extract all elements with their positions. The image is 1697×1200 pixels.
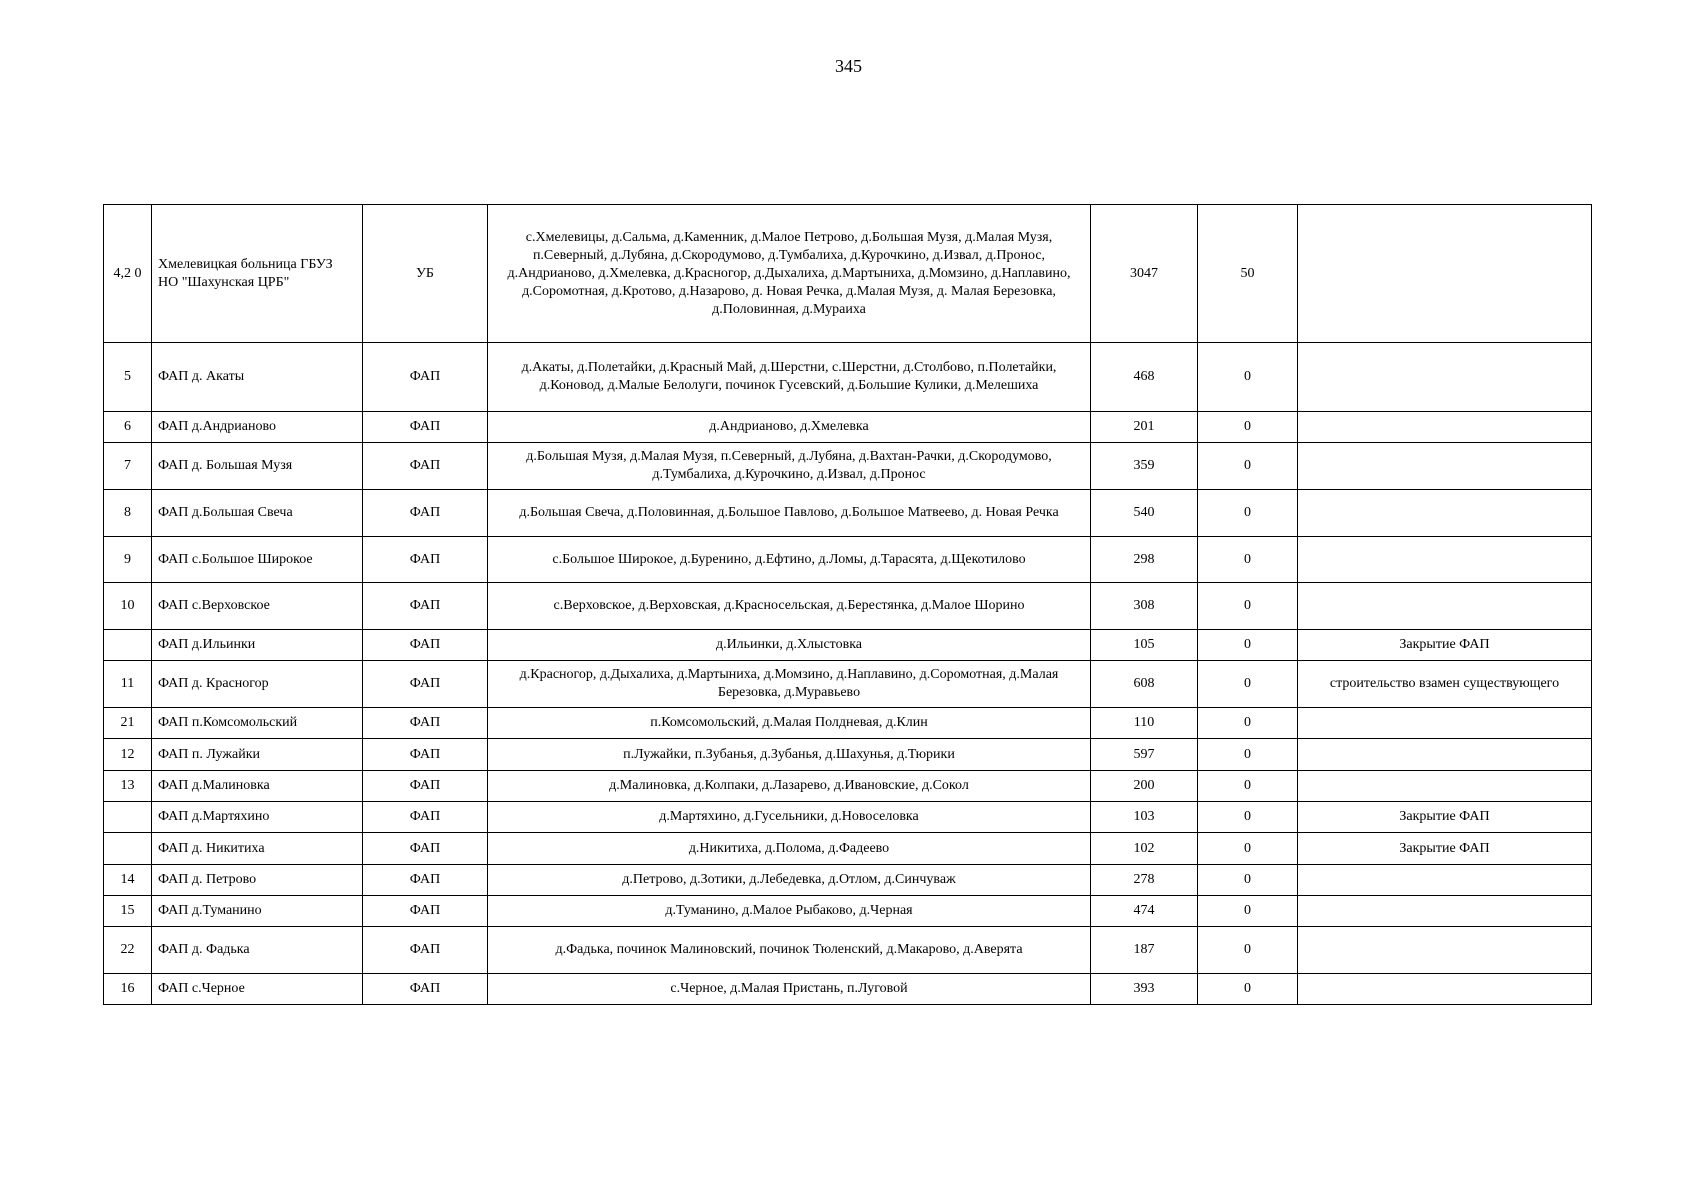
row-number: 11	[104, 661, 152, 708]
table-row	[104, 412, 1592, 443]
beds: 0	[1198, 630, 1298, 661]
facility-name: ФАП д.Мартяхино	[152, 802, 363, 833]
row-number: 4,2 0	[104, 205, 152, 343]
facility-type: ФАП	[363, 583, 488, 630]
served-settlements: с.Черное, д.Малая Пристань, п.Луговой	[488, 974, 1091, 1005]
beds: 50	[1198, 205, 1298, 343]
facility-type: ФАП	[363, 708, 488, 739]
beds: 0	[1198, 833, 1298, 865]
served-settlements: д.Малиновка, д.Колпаки, д.Лазарево, д.Ивановские, д.Сокол	[488, 771, 1091, 802]
population: 540	[1091, 490, 1198, 537]
served-settlements: д.Красногор, д.Дыхалиха, д.Мартыниха, д.Момзино, д.Наплавино, д.Соромотная, д.Малая Березовка, д.Муравьево	[488, 661, 1091, 708]
served-settlements: д.Никитиха, д.Полома, д.Фадеево	[488, 833, 1091, 865]
table-row	[104, 739, 1592, 771]
note: Закрытие ФАП	[1298, 802, 1592, 833]
row-number	[104, 802, 152, 833]
row-number	[104, 833, 152, 865]
facility-type: ФАП	[363, 630, 488, 661]
served-settlements: д.Мартяхино, д.Гусельники, д.Новоселовка	[488, 802, 1091, 833]
facility-name: ФАП д.Туманино	[152, 896, 363, 927]
population: 3047	[1091, 205, 1198, 343]
table-row	[104, 896, 1592, 927]
population: 102	[1091, 833, 1198, 865]
note	[1298, 927, 1592, 974]
row-number: 15	[104, 896, 152, 927]
served-settlements: с.Верховское, д.Верховская, д.Красносельская, д.Берестянка, д.Малое Шорино	[488, 583, 1091, 630]
row-number: 10	[104, 583, 152, 630]
facility-name: Хмелевицкая больница ГБУЗ НО "Шахунская ЦРБ"	[152, 205, 363, 343]
facility-type: ФАП	[363, 343, 488, 412]
note	[1298, 205, 1592, 343]
table-row	[104, 974, 1592, 1005]
facility-name: ФАП д. Фадька	[152, 927, 363, 974]
row-number: 13	[104, 771, 152, 802]
facility-type: ФАП	[363, 490, 488, 537]
beds: 0	[1198, 412, 1298, 443]
population: 359	[1091, 443, 1198, 490]
row-number: 16	[104, 974, 152, 1005]
facility-type: ФАП	[363, 443, 488, 490]
facility-name: ФАП д. Красногор	[152, 661, 363, 708]
facility-type: ФАП	[363, 896, 488, 927]
population: 468	[1091, 343, 1198, 412]
note	[1298, 708, 1592, 739]
population: 278	[1091, 865, 1198, 896]
facility-type: ФАП	[363, 802, 488, 833]
facility-name: ФАП п.Комсомольский	[152, 708, 363, 739]
population: 597	[1091, 739, 1198, 771]
table-row	[104, 205, 1592, 343]
beds: 0	[1198, 490, 1298, 537]
note	[1298, 896, 1592, 927]
note: Закрытие ФАП	[1298, 630, 1592, 661]
note	[1298, 974, 1592, 1005]
row-number: 5	[104, 343, 152, 412]
population: 474	[1091, 896, 1198, 927]
population: 608	[1091, 661, 1198, 708]
beds: 0	[1198, 537, 1298, 583]
facility-name: ФАП с.Верховское	[152, 583, 363, 630]
beds: 0	[1198, 974, 1298, 1005]
beds: 0	[1198, 865, 1298, 896]
table-row	[104, 833, 1592, 865]
table-row	[104, 708, 1592, 739]
table-row	[104, 661, 1592, 708]
note	[1298, 343, 1592, 412]
note	[1298, 412, 1592, 443]
note	[1298, 739, 1592, 771]
beds: 0	[1198, 927, 1298, 974]
note	[1298, 537, 1592, 583]
note: Закрытие ФАП	[1298, 833, 1592, 865]
row-number: 14	[104, 865, 152, 896]
population: 393	[1091, 974, 1198, 1005]
population: 110	[1091, 708, 1198, 739]
beds: 0	[1198, 739, 1298, 771]
served-settlements: д.Ильинки, д.Хлыстовка	[488, 630, 1091, 661]
table-row	[104, 490, 1592, 537]
population: 105	[1091, 630, 1198, 661]
facility-name: ФАП д. Никитиха	[152, 833, 363, 865]
population: 308	[1091, 583, 1198, 630]
row-number: 8	[104, 490, 152, 537]
facility-type: ФАП	[363, 537, 488, 583]
beds: 0	[1198, 708, 1298, 739]
facilities-table	[103, 204, 1592, 1005]
facility-type: ФАП	[363, 833, 488, 865]
served-settlements: д.Петрово, д.Зотики, д.Лебедевка, д.Отлом, д.Синчуваж	[488, 865, 1091, 896]
facility-name: ФАП д.Малиновка	[152, 771, 363, 802]
served-settlements: д.Туманино, д.Малое Рыбаково, д.Черная	[488, 896, 1091, 927]
table-row	[104, 865, 1592, 896]
facility-name: ФАП д.Большая Свеча	[152, 490, 363, 537]
population: 187	[1091, 927, 1198, 974]
facility-type: ФАП	[363, 412, 488, 443]
beds: 0	[1198, 583, 1298, 630]
table-row	[104, 802, 1592, 833]
facility-type: ФАП	[363, 927, 488, 974]
facility-type: УБ	[363, 205, 488, 343]
facility-name: ФАП с.Большое Широкое	[152, 537, 363, 583]
population: 201	[1091, 412, 1198, 443]
facility-type: ФАП	[363, 771, 488, 802]
population: 298	[1091, 537, 1198, 583]
table-row	[104, 343, 1592, 412]
facility-name: ФАП д. Большая Музя	[152, 443, 363, 490]
row-number	[104, 630, 152, 661]
served-settlements: с.Хмелевицы, д.Сальма, д.Каменник, д.Малое Петрово, д.Большая Музя, д.Малая Музя, п.Северный, д.Лубяна, д.Скородумово, д.Тумбалиха, д.Курочкино, д.Извал, д.Пронос, д.Андрианово, д.Хмелевка, д.Красногор, д.Дыхалиха, д.Мартыниха, д.Момзино, д.Наплавино, д.Соромотная, д.Кротово, д.Назарово, д. Новая Речка, д.Малая Музя, д. Малая Березовка, д.Половинная, д.Мураиха	[488, 205, 1091, 343]
note	[1298, 490, 1592, 537]
served-settlements: д.Акаты, д.Полетайки, д.Красный Май, д.Шерстни, с.Шерстни, д.Столбово, п.Полетайки, д.Коновод, д.Малые Белолуги, починок Гусевский, д.Большие Кулики, д.Мелешиха	[488, 343, 1091, 412]
row-number: 22	[104, 927, 152, 974]
served-settlements: д.Андрианово, д.Хмелевка	[488, 412, 1091, 443]
note	[1298, 771, 1592, 802]
served-settlements: с.Большое Широкое, д.Буренино, д.Ефтино, д.Ломы, д.Тарасята, д.Щекотилово	[488, 537, 1091, 583]
note	[1298, 443, 1592, 490]
facility-type: ФАП	[363, 661, 488, 708]
population: 200	[1091, 771, 1198, 802]
facility-name: ФАП д. Петрово	[152, 865, 363, 896]
facility-name: ФАП п. Лужайки	[152, 739, 363, 771]
facility-name: ФАП д.Андрианово	[152, 412, 363, 443]
served-settlements: д.Большая Музя, д.Малая Музя, п.Северный, д.Лубяна, д.Вахтан-Рачки, д.Скородумово, д.Тумбалиха, д.Курочкино, д.Извал, д.Пронос	[488, 443, 1091, 490]
note	[1298, 865, 1592, 896]
table-row	[104, 443, 1592, 490]
row-number: 12	[104, 739, 152, 771]
served-settlements: д.Фадька, починок Малиновский, починок Тюленский, д.Макарово, д.Аверята	[488, 927, 1091, 974]
facility-type: ФАП	[363, 739, 488, 771]
facility-type: ФАП	[363, 865, 488, 896]
population: 103	[1091, 802, 1198, 833]
row-number: 7	[104, 443, 152, 490]
row-number: 6	[104, 412, 152, 443]
facility-name: ФАП д.Ильинки	[152, 630, 363, 661]
table-row	[104, 927, 1592, 974]
served-settlements: п.Комсомольский, д.Малая Полдневая, д.Клин	[488, 708, 1091, 739]
beds: 0	[1198, 802, 1298, 833]
beds: 0	[1198, 896, 1298, 927]
note: строительство взамен существующего	[1298, 661, 1592, 708]
row-number: 9	[104, 537, 152, 583]
facility-type: ФАП	[363, 974, 488, 1005]
facility-name: ФАП с.Черное	[152, 974, 363, 1005]
beds: 0	[1198, 443, 1298, 490]
beds: 0	[1198, 771, 1298, 802]
served-settlements: д.Большая Свеча, д.Половинная, д.Большое Павлово, д.Большое Матвеево, д. Новая Речка	[488, 490, 1091, 537]
served-settlements: п.Лужайки, п.Зубанья, д.Зубанья, д.Шахунья, д.Тюрики	[488, 739, 1091, 771]
facility-name: ФАП д. Акаты	[152, 343, 363, 412]
table-row	[104, 583, 1592, 630]
page-number: 345	[835, 56, 862, 76]
note	[1298, 583, 1592, 630]
table-row	[104, 771, 1592, 802]
beds: 0	[1198, 343, 1298, 412]
table-row	[104, 630, 1592, 661]
table-row	[104, 537, 1592, 583]
beds: 0	[1198, 661, 1298, 708]
row-number: 21	[104, 708, 152, 739]
